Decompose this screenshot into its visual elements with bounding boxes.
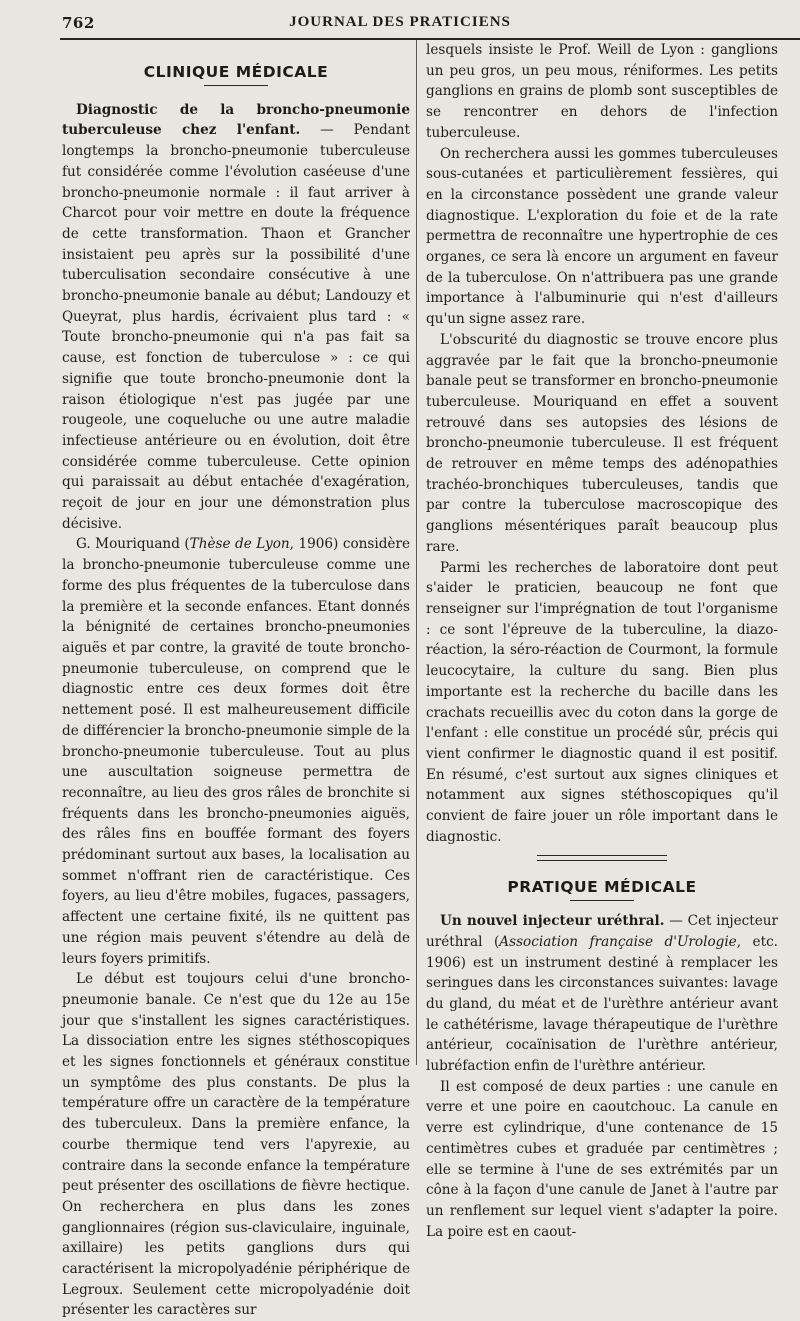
citation-title: Thèse de Lyon: [189, 536, 290, 553]
section-title-underline: [570, 900, 634, 901]
journal-title: JOURNAL DES PRATICIENS: [289, 14, 511, 30]
article-paragraph: On recherchera aussi les gommes tuberculeuses sous-cutanées et particulièrement fessières, qui en la circonstance possèdent une grande valeur diagnostique. L'exploration du foie et de la rate permettra de reconnaître une hypertrophie de ces organes, ce sera là encore un argument en faveur de la tuberculose. On n'attribuera pas une grande importance à l'albuminurie qui n'est d'ailleurs qu'un signe assez rare.: [426, 145, 778, 328]
section-title-pratique: PRATIQUE MÉDICALE: [507, 878, 697, 897]
article-title: Un nouvel injecteur uréthral.: [440, 913, 665, 930]
column-divider: [416, 40, 417, 1065]
left-column: [62, 40, 410, 1321]
article-paragraph: Diagnostic de la broncho-pneumonie tuberculeuse chez l'enfant. — Pendant longtemps la broncho-pneumonie tuberculeuse fut considérée comme l'évolution caséeuse d'une broncho-pneumonie normale : il faut arriver à Charcot pour voir mettre en doute la fréquence de cette transformation. Thaon et Grancher insistaient peu après sur la possibilité d'une tuberculisation secondaire consécutive à une broncho-pneumonie banale au début; Landouzy et Queyrat, plus hardis, écrivaient plus tard : « Toute broncho-pneumonie qui n'a pas fait sa cause, est fonction de tuberculose » : ce qui signifie que toute broncho-pneumonie dont la raison étiologique n'est pas jugée par une rougeole, une coqueluche ou une autre maladie infectieuse antérieure ou en évolution, doit être considérée comme tuberculeuse. Cette opinion qui paraissait au début entachée d'exagération, reçoit de jour en jour une démonstration plus décisive.: [62, 101, 410, 532]
article-paragraph: Un nouvel injecteur uréthral. — Cet injecteur uréthral (Association française d'Urologie, etc. 1906) est un instrument destiné à remplacer les seringues dans les circonstances suivantes: lavage du gland, du méat et de l'urèthre antérieur avant le cathétérisme, lavage thérapeutique de l'urèthre antérieur, cocaïnisation de l'urèthre antérieur, lubréfaction enfin de l'urèthre antérieur.: [426, 913, 778, 1075]
section-title-underline: [204, 85, 268, 86]
article-paragraph: L'obscurité du diagnostic se trouve encore plus aggravée par le fait que la broncho-pneumonie banale peut se transformer en broncho-pneumonie tuberculeuse. Mouriquand en effet a souvent retrouvé dans ses autopsies des lésions de broncho-pneumonie tuberculeuse. Il est fréquent de retrouver en même temps des adénopathies trachéo-bronchiques tuberculeuses, tandis que par contre la tuberculose macroscopique des ganglions mésentériques paraît beaucoup plus rare.: [426, 331, 778, 555]
article-paragraph: Parmi les recherches de laboratoire dont peut s'aider le praticien, beaucoup ne font que renseigner sur l'imprégnation de tout l'organisme : ce sont l'épreuve de la tuberculine, la diazo-réaction, la séro-réaction de Courmont, la formule leucocytaire, la culture du sang. Bien plus importante est la recherche du bacille dans les crachats recueillis avec du coton dans la gorge de l'enfant : elle constitue un procédé sûr, précis qui vient confirmer le diagnostic quand il est positif. En résumé, c'est surtout aux signes cliniques et notamment aux signes stéthoscopiques qu'il convient de faire jouer un rôle important dans le diagnostic.: [426, 559, 778, 845]
citation-title: Association française d'Urologie: [499, 933, 737, 950]
page-header: [0, 0, 800, 40]
page-number: 762: [62, 14, 95, 32]
right-column: [426, 40, 778, 1242]
article-paragraph: lesquels insiste le Prof. Weill de Lyon : ganglions un peu gros, un peu mous, réniformes. Les petits ganglions en grains de plomb sont susceptibles de se rencontrer en dehors de l'infection tuberculeuse.: [426, 42, 778, 141]
article-title: Diagnostic de la broncho-pneumonie tuberculeuse chez l'enfant.: [62, 101, 410, 139]
article-paragraph: Le début est toujours celui d'une broncho-pneumonie banale. Ce n'est que du 12e au 15e jour que s'installent les signes caractéristiques. La dissociation entre les signes stéthoscopiques et les signes fonctionnels et généraux constitue un symptôme des plus constants. De plus la température offre un caractère de la température des tuberculeux. Dans la première enfance, la courbe thermique tend vers l'apyrexie, au contraire dans la seconde enfance la température peut présenter des oscillations de fièvre hectique. On recherchera en plus dans les zones ganglionnaires (région sus-claviculaire, inguinale, axillaire) les petits ganglions durs qui caractérisent la micropolyadénie périphérique de Legroux. Seulement cette micropolyadénie doit présenter les caractères sur: [62, 971, 410, 1319]
section-separator: [537, 855, 667, 861]
section-title-clinique: CLINIQUE MÉDICALE: [143, 63, 329, 81]
article-paragraph: G. Mouriquand (Thèse de Lyon, 1906) considère la broncho-pneumonie tuberculeuse comme une forme des plus fréquentes de la tuberculose dans la première et la seconde enfances. Etant donnés la bénignité de certaines broncho-pneumonies aiguës et par contre, la gravité de toute broncho-pneumonie tuberculeuse, on comprend que le diagnostic entre ces deux formes doit être nettement posé. Il est malheureusement difficile de différencier la broncho-pneumonie simple de la broncho-pneumonie tuberculeuse. Tout au plus une auscultation soigneuse permettra de reconnaître, au lieu des gros râles de bronchite si fréquents dans les broncho-pneumonies aiguës, des râles fins en bouffée formant des foyers prédominant surtout aux bases, la localisation au sommet n'offrant rien de caractéristique. Ces foyers, au lieu d'être mobiles, fugaces, passagers, affectent une certaine fixité, ils ne quittent pas une région mais peuvent s'étendre au delà de leurs foyers primitifs.: [62, 536, 411, 967]
article-paragraph: Il est composé de deux parties : une canule en verre et une poire en caoutchouc. La canule en verre est cylindrique, d'une contenance de 15 centimètres cubes et graduée par centimètres ; elle se termine à l'une de ses extrémités par un cône à la façon d'une canule de Janet à l'autre par un renflement sur lequel vient s'adapter la poire. La poire est en caout-: [426, 1078, 778, 1240]
